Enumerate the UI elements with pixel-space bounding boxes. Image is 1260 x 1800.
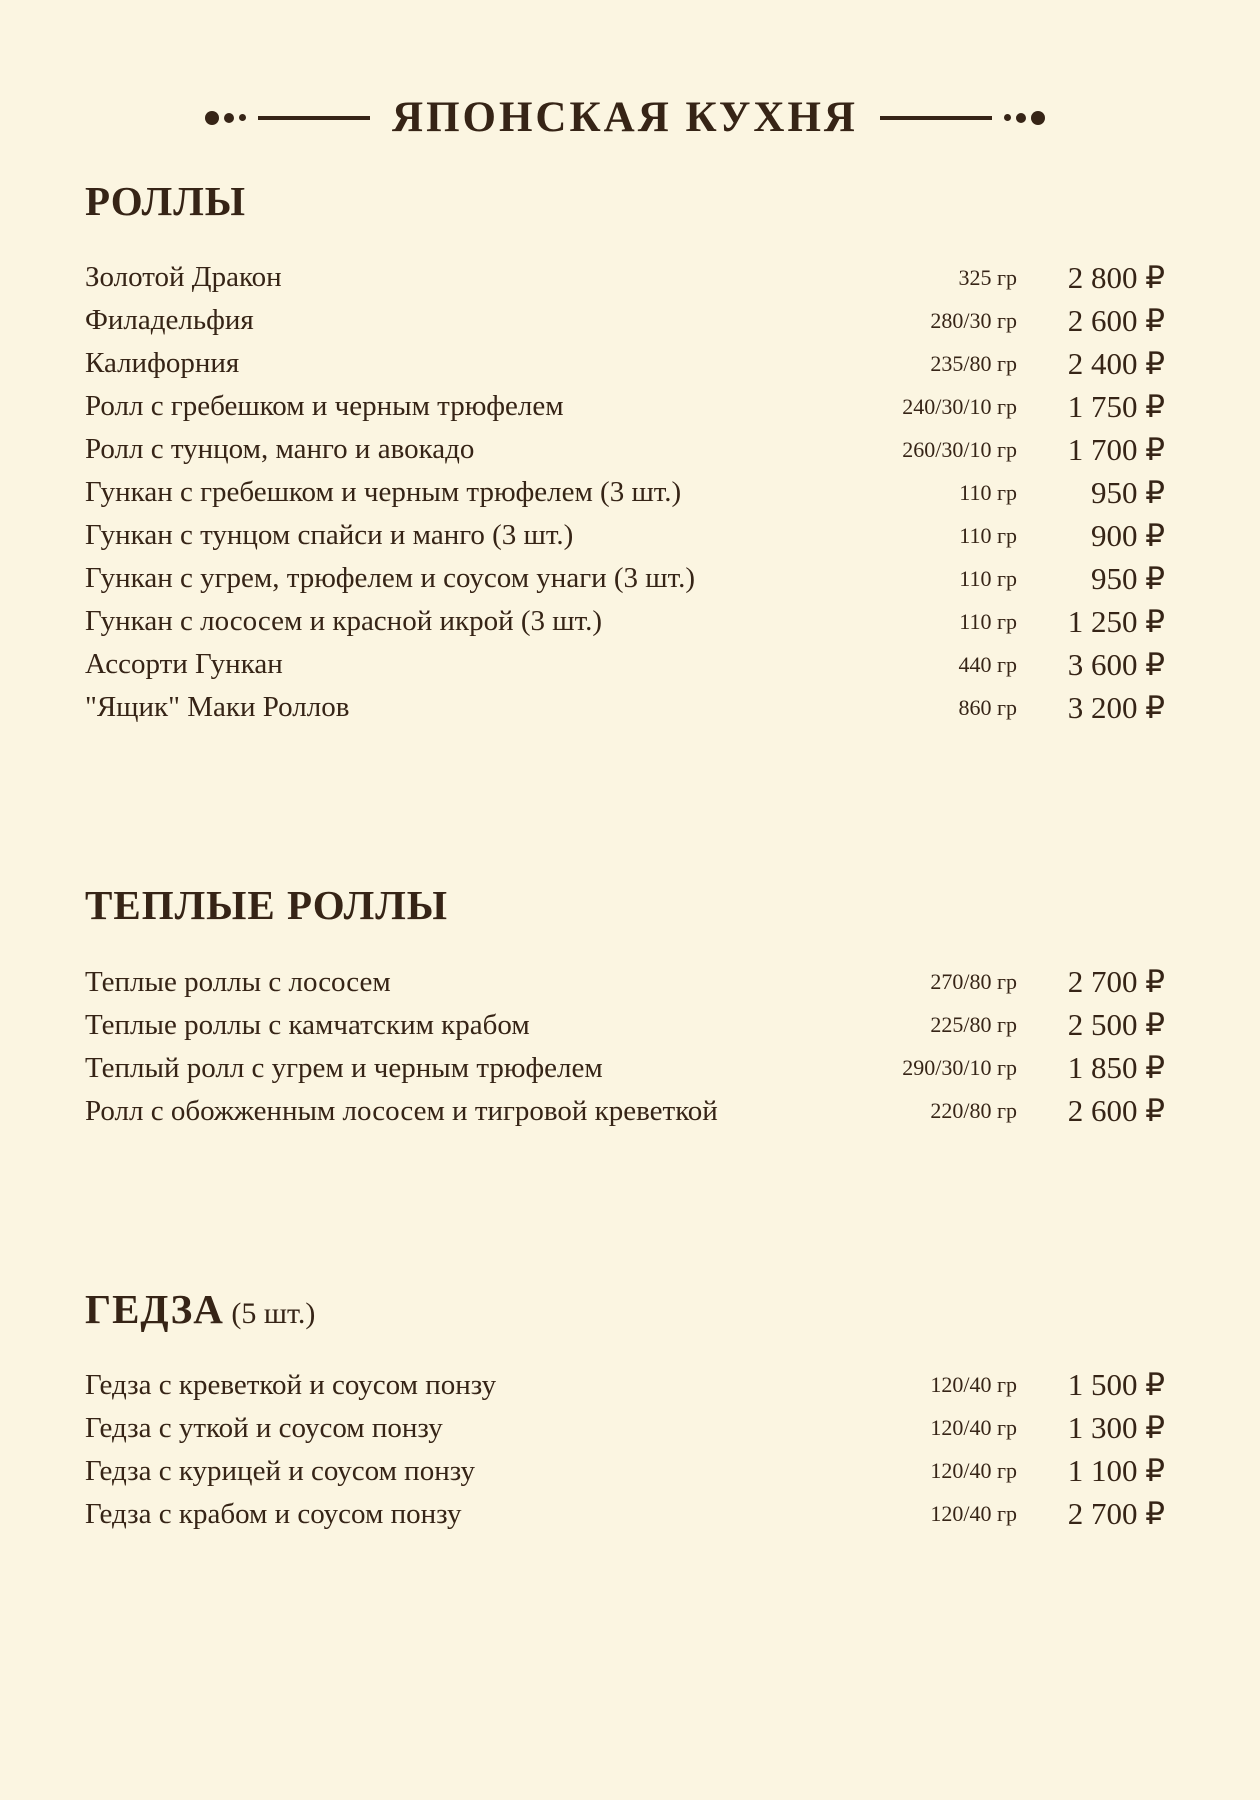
item-name: Гедза с крабом и соусом понзу [85,1497,462,1530]
item-name: Ассорти Гункан [85,648,283,681]
item-name: Гункан с угрем, трюфелем и соусом унаги (3 шт.) [85,562,695,595]
item-name: Гункан с лососем и красной икрой (3 шт.) [85,605,602,638]
item-price: 1 100 ₽ [1067,1453,1165,1489]
ornament-rule [880,116,992,120]
item-name: Теплые роллы с лососем [85,965,391,998]
item-weight: 270/80 гр [930,969,1017,995]
item-name: Ролл с обожженным лососем и тигровой креветкой [85,1094,718,1127]
item-name: Гедза с курицей и соусом понзу [85,1454,476,1487]
menu-item-row [85,385,1165,428]
item-price: 2 600 ₽ [1067,1093,1165,1129]
item-weight: 440 гр [958,651,1017,677]
menu-item-row [85,1004,1165,1047]
menu-item-row [85,557,1165,600]
ornament-left-icon [205,111,370,125]
menu-item-row [85,256,1165,299]
item-weight: 225/80 гр [930,1012,1017,1038]
menu-section [85,177,1165,729]
ornament-dot-medium [224,113,234,123]
section-items [85,256,1165,729]
item-name: Гедза с уткой и соусом понзу [85,1411,443,1444]
ornament-dot-small [1004,114,1011,121]
menu-item-row [85,643,1165,686]
ornament-dot-large [1031,111,1045,125]
section-items [85,1364,1165,1536]
menu-sections [85,177,1165,1536]
item-price: 1 300 ₽ [1067,1410,1165,1446]
item-price: 3 200 ₽ [1067,689,1165,725]
menu-item-row [85,299,1165,342]
item-price: 900 ₽ [1091,517,1165,553]
menu-header [85,0,1165,141]
menu-section [85,1285,1165,1536]
menu-item-row [85,342,1165,385]
item-price: 3 600 ₽ [1067,646,1165,682]
ornament-dot-medium [1016,113,1026,123]
item-weight: 110 гр [959,565,1017,591]
ornament-dot-large [205,111,219,125]
item-weight: 290/30/10 гр [902,1055,1017,1081]
menu-item-row [85,1047,1165,1090]
page-title: ЯПОНСКАЯ КУХНЯ [392,94,858,141]
menu-item-row [85,1493,1165,1536]
item-weight: 860 гр [958,694,1017,720]
item-price: 1 700 ₽ [1067,431,1165,467]
item-weight: 120/40 гр [930,1415,1017,1441]
menu-item-row [85,1407,1165,1450]
item-name: Теплые роллы с камчатским крабом [85,1008,530,1041]
item-weight: 325 гр [958,264,1017,290]
item-price: 950 ₽ [1091,474,1165,510]
menu-item-row [85,1090,1165,1133]
item-name: Гедза с креветкой и соусом понзу [85,1368,497,1401]
item-price: 1 750 ₽ [1067,388,1165,424]
item-name: Гункан с гребешком и черным трюфелем (3 шт.) [85,476,682,509]
item-name: Золотой Дракон [85,261,282,294]
item-weight: 110 гр [959,479,1017,505]
item-name: Гункан с тунцом спайси и манго (3 шт.) [85,519,574,552]
section-title-text: ТЕПЛЫЕ РОЛЛЫ [85,882,449,929]
item-weight: 120/40 гр [930,1458,1017,1484]
ornament-right-icon [880,111,1045,125]
item-weight: 220/80 гр [930,1098,1017,1124]
menu-item-row [85,428,1165,471]
item-name: Калифорния [85,347,240,380]
item-price: 1 500 ₽ [1067,1367,1165,1403]
item-price: 1 850 ₽ [1067,1050,1165,1086]
item-name: Ролл с тунцом, манго и авокадо [85,433,475,466]
menu-section [85,881,1165,1132]
item-name: Теплый ролл с угрем и черным трюфелем [85,1051,603,1084]
menu-item-row [85,1364,1165,1407]
item-price: 2 600 ₽ [1067,302,1165,338]
item-weight: 240/30/10 гр [902,393,1017,419]
item-weight: 235/80 гр [930,350,1017,376]
item-weight: 120/40 гр [930,1372,1017,1398]
menu-item-row [85,961,1165,1004]
section-title-text: ГЕДЗА [85,1285,224,1332]
item-weight: 280/30 гр [930,307,1017,333]
ornament-rule [258,116,370,120]
item-name: "Ящик" Маки Роллов [85,691,350,724]
section-title [85,881,1165,930]
item-price: 1 250 ₽ [1067,603,1165,639]
item-weight: 260/30/10 гр [902,436,1017,462]
item-price: 950 ₽ [1091,560,1165,596]
item-weight: 110 гр [959,608,1017,634]
section-title [85,177,1165,226]
item-name: Ролл с гребешком и черным трюфелем [85,390,564,423]
item-price: 2 700 ₽ [1067,1496,1165,1532]
menu-item-row [85,686,1165,729]
item-weight: 110 гр [959,522,1017,548]
item-price: 2 400 ₽ [1067,345,1165,381]
section-title [85,1285,1165,1334]
menu-item-row [85,514,1165,557]
section-items [85,961,1165,1133]
menu-item-row [85,471,1165,514]
menu-item-row [85,1450,1165,1493]
section-title-suffix: (5 шт.) [223,1296,316,1330]
menu-item-row [85,600,1165,643]
item-name: Филадельфия [85,304,254,337]
item-price: 2 700 ₽ [1067,964,1165,1000]
item-price: 2 500 ₽ [1067,1007,1165,1043]
section-title-text: РОЛЛЫ [85,178,247,225]
item-price: 2 800 ₽ [1067,259,1165,295]
item-weight: 120/40 гр [930,1501,1017,1527]
ornament-dot-small [239,114,246,121]
